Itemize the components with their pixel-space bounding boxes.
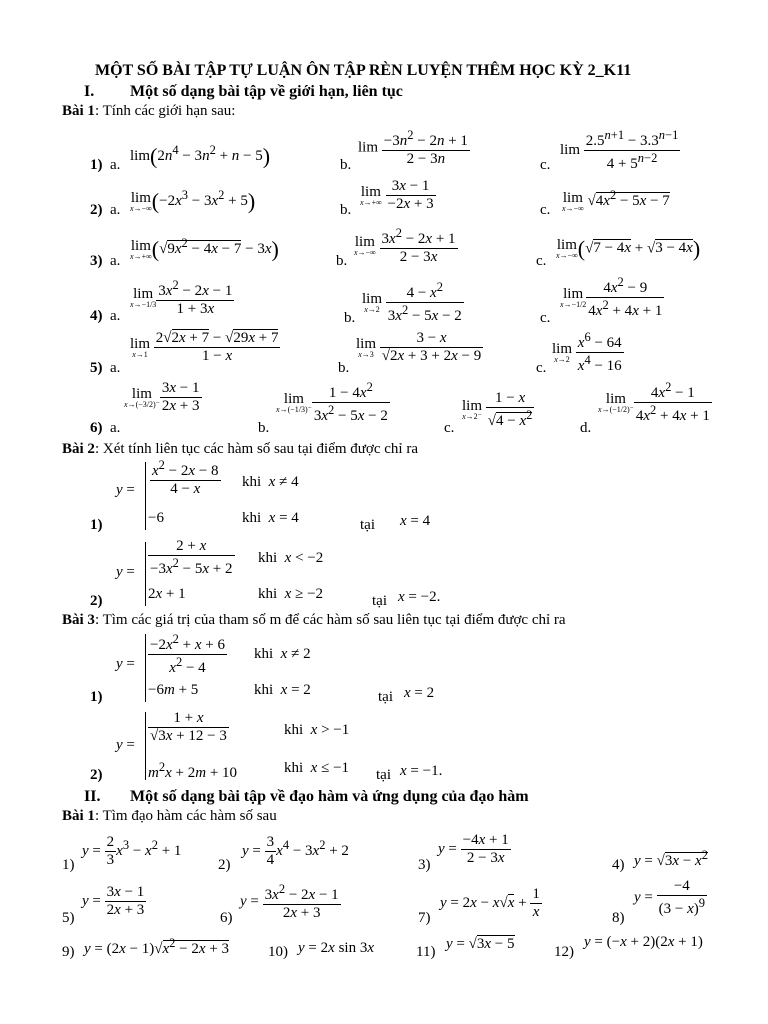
- exercise-1-heading: [62, 103, 235, 120]
- piece-expression: $\frac{x^2 - 2x - 8}{4 - x}$: [152, 458, 219, 497]
- exercise-text: : Tìm đạo hàm các hàm số sau: [94, 808, 277, 824]
- piece-expression: 2x + 1: [148, 586, 186, 602]
- derivative-number: 10): [268, 944, 288, 960]
- option-b: b.: [338, 360, 350, 376]
- piecewise-brace: [145, 542, 146, 606]
- piece-condition: khi x ≠ 4: [242, 474, 299, 490]
- derivative-number: 5): [62, 910, 75, 926]
- option-c: c.: [540, 202, 551, 218]
- option-a: a.: [110, 202, 121, 218]
- piece-expression: −6: [148, 510, 164, 526]
- function-y: y =: [116, 564, 135, 580]
- exercise-3-heading: [62, 612, 566, 629]
- exercise-label: Bài 3: [62, 612, 95, 628]
- option-b: b.: [258, 420, 270, 436]
- section-1-heading: Một số dạng bài tập về giới hạn, liên tục: [130, 83, 403, 100]
- section-1-number: I.: [84, 83, 95, 100]
- limit-3c: lim x→−∞ (√7 − 4x + √3 − 4x): [556, 236, 701, 261]
- derivative-number: 9): [62, 944, 75, 960]
- exercise-label: Bài 1: [62, 103, 95, 119]
- option-b: b.: [344, 310, 356, 326]
- derivative-8: y = $\frac{-4}{(3 - x)^9}$: [634, 878, 706, 917]
- derivative-number: 7): [418, 910, 431, 926]
- piecewise-brace: [145, 462, 146, 530]
- limit-5c: lim x→2 $\frac{x^6 - 64}{x^4 - 16}$: [552, 330, 622, 374]
- row-number: 3): [90, 253, 103, 269]
- piece-condition: khi x ≤ −1: [284, 760, 350, 776]
- option-c: c.: [536, 360, 547, 376]
- function-y: y =: [116, 737, 135, 753]
- khi-word: khi: [242, 510, 262, 526]
- option-c: c.: [444, 420, 455, 436]
- piece-expression: $\frac{-2x^2 + x + 6}{x^2 - 4}$: [150, 632, 225, 676]
- exercise-text: : Tính các giới hạn sau:: [94, 103, 236, 119]
- option-b: b.: [336, 253, 348, 269]
- derivative-1: y = $\frac{2}{3}$ $x^3 - x^2 + 1$: [82, 834, 182, 868]
- derivative-2: y = $\frac{3}{4}$ $x^4 - 3x^2 + 2$: [242, 834, 349, 868]
- khi-word: khi: [258, 586, 278, 602]
- piecewise-brace: [145, 634, 146, 702]
- exercise-2-heading: [62, 441, 418, 458]
- derivative-11: y = √3x − 5: [446, 936, 515, 952]
- derivative-number: 4): [612, 857, 625, 873]
- exercise-label: Bài 2: [62, 441, 95, 457]
- derivative-7: y = 2x − x√x + $\frac{1}{x}$: [440, 886, 540, 920]
- option-b: b.: [340, 202, 352, 218]
- piece-expression: $\frac{1 + x}{√3x + 12 - 3}$: [150, 710, 227, 744]
- tai-word: tại: [376, 767, 391, 783]
- derivative-4: $y = √3x - x^2$: [634, 848, 708, 869]
- option-d: d.: [580, 420, 592, 436]
- derivative-5: y = $\frac{3x - 1}{2x + 3}$: [82, 884, 145, 918]
- limit-3b: lim x→−∞ $\frac{3x^2 - 2x + 1}{2 - 3x}$: [354, 226, 456, 265]
- point-condition: x = 2: [404, 685, 435, 701]
- khi-word: khi: [254, 682, 274, 698]
- limit-4c: lim x→−1/2 $\frac{4x^2 - 9}{4x^2 + 4x + 1}$: [560, 275, 663, 319]
- derivative-12: y = (−x + 2)(2x + 1): [584, 934, 703, 950]
- row-number: 5): [90, 360, 103, 376]
- piece-expression: $m^2x + 2m + 10$: [148, 760, 238, 781]
- khi-word: khi: [254, 646, 274, 662]
- tai-word: tại: [372, 593, 387, 609]
- limit-6a: lim x→(−3/2)⁻ $\frac{3x - 1}{2x + 3}$: [124, 380, 200, 414]
- limit-1a: $\lim(2n^4 - 3n^2 + n - 5)$: [130, 143, 271, 169]
- limit-1c: lim $\frac{2.5^{n+1} - 3.3^{n-1}}{4 + 5^{n-2}}$: [560, 128, 679, 172]
- row-number: 2): [90, 767, 103, 783]
- derivative-number: 11): [416, 944, 436, 960]
- point-condition: x = 4: [400, 513, 431, 529]
- piece-condition: khi x ≠ 2: [254, 646, 311, 662]
- limit-3a: lim x→+∞ $(√9x^2 - 4x - 7 - 3x)$: [130, 236, 279, 262]
- option-b: b.: [340, 157, 352, 173]
- limit-6c: lim x→2⁻ $\frac{1 - x}{√4 - x^2}$: [462, 390, 533, 429]
- option-a: a.: [110, 360, 121, 376]
- derivative-number: 1): [62, 857, 75, 873]
- derivative-number: 2): [218, 857, 231, 873]
- function-y: y =: [116, 656, 135, 672]
- piece-condition: khi x < −2: [258, 550, 324, 566]
- tai-word: tại: [378, 689, 393, 705]
- section-2-heading: Một số dạng bài tập về đạo hàm và ứng dụng của đạo hàm: [130, 788, 529, 805]
- option-a: a.: [110, 308, 121, 324]
- row-number: 1): [90, 689, 103, 705]
- option-c: c.: [540, 157, 551, 173]
- limit-5b: lim x→3 $\frac{3 - x}{√2x + 3 + 2x - 9}$: [356, 330, 482, 364]
- khi-word: khi: [284, 722, 304, 738]
- row-number: 2): [90, 593, 103, 609]
- khi-word: khi: [258, 550, 278, 566]
- limit-6b: lim x→(−1/3)⁻ $\frac{1 - 4x^2}{3x^2 - 5x - 2}$: [276, 380, 388, 424]
- row-number: 1): [90, 157, 103, 173]
- exercise-label: Bài 1: [62, 808, 95, 824]
- derivative-number: 3): [418, 857, 431, 873]
- piece-expression: −6m + 5: [148, 682, 199, 698]
- derivative-9: $y = (2x - 1)√x^2 - 2x + 3$: [84, 936, 230, 957]
- khi-word: khi: [284, 760, 304, 776]
- derivative-10: y = 2x sin 3x: [298, 940, 374, 956]
- limit-6d: lim x→(−1/2)⁻ $\frac{4x^2 - 1}{4x^2 + 4x + 1}$: [598, 380, 710, 424]
- point-condition: x = −1.: [400, 763, 443, 779]
- function-y: y =: [116, 482, 135, 498]
- limit-4a: lim x→−1/3 $\frac{3x^2 - 2x - 1}{1 + 3x}$: [130, 278, 233, 317]
- exercise-text: : Tìm các giá trị của tham số m để các hàm số sau liên tục tại điểm được chỉ ra: [94, 612, 566, 628]
- limit-5a: lim x→1 $\frac{2√2x + 7 - √29x + 7}{1 - x}$: [130, 330, 279, 364]
- derivative-6: y = $\frac{3x^2 - 2x - 1}{2x + 3}$: [240, 882, 339, 921]
- piece-condition: khi x > −1: [284, 722, 350, 738]
- exercise-text: : Xét tính liên tục các hàm số sau tại điểm được chỉ ra: [94, 441, 418, 457]
- piece-condition: khi x = 4: [242, 510, 299, 526]
- derivative-number: 12): [554, 944, 574, 960]
- tai-word: tại: [360, 517, 375, 533]
- section-2-number: II.: [84, 788, 101, 805]
- point-condition: x = −2.: [398, 589, 441, 605]
- page-title: MỘT SỐ BÀI TẬP TỰ LUẬN ÔN TẬP RÈN LUYỆN THÊM HỌC KỲ 2_K11: [95, 62, 632, 79]
- derivative-number: 6): [220, 910, 233, 926]
- piece-expression: $\frac{2 + x}{-3x^2 - 5x + 2}$: [150, 538, 233, 577]
- piecewise-brace: [145, 712, 146, 780]
- section-2-exercise-1-heading: [62, 808, 277, 825]
- limit-2c: lim x→−∞ $√4x^2 - 5x - 7$: [562, 188, 670, 213]
- piece-condition: khi x ≥ −2: [258, 586, 324, 602]
- khi-word: khi: [242, 474, 262, 490]
- limit-2a: lim x→−∞ $(-2x^3 - 3x^2 + 5)$: [130, 188, 256, 214]
- option-a: a.: [110, 253, 121, 269]
- row-number: 6): [90, 420, 103, 436]
- limit-2b: lim x→+∞ $\frac{3x - 1}{-2x + 3}$: [360, 178, 434, 212]
- option-a: a.: [110, 420, 121, 436]
- derivative-3: y = $\frac{-4x + 1}{2 - 3x}$: [438, 832, 509, 866]
- option-c: c.: [540, 310, 551, 326]
- option-a: a.: [110, 157, 121, 173]
- limit-4b: lim x→2 $\frac{4 - x^2}{3x^2 - 5x - 2}$: [362, 280, 462, 324]
- limit-1b: lim $\frac{-3n^2 - 2n + 1}{2 - 3n}$: [358, 128, 468, 167]
- option-c: c.: [536, 253, 547, 269]
- row-number: 4): [90, 308, 103, 324]
- derivative-number: 8): [612, 910, 625, 926]
- row-number: 2): [90, 202, 103, 218]
- piece-condition: khi x = 2: [254, 682, 311, 698]
- row-number: 1): [90, 517, 103, 533]
